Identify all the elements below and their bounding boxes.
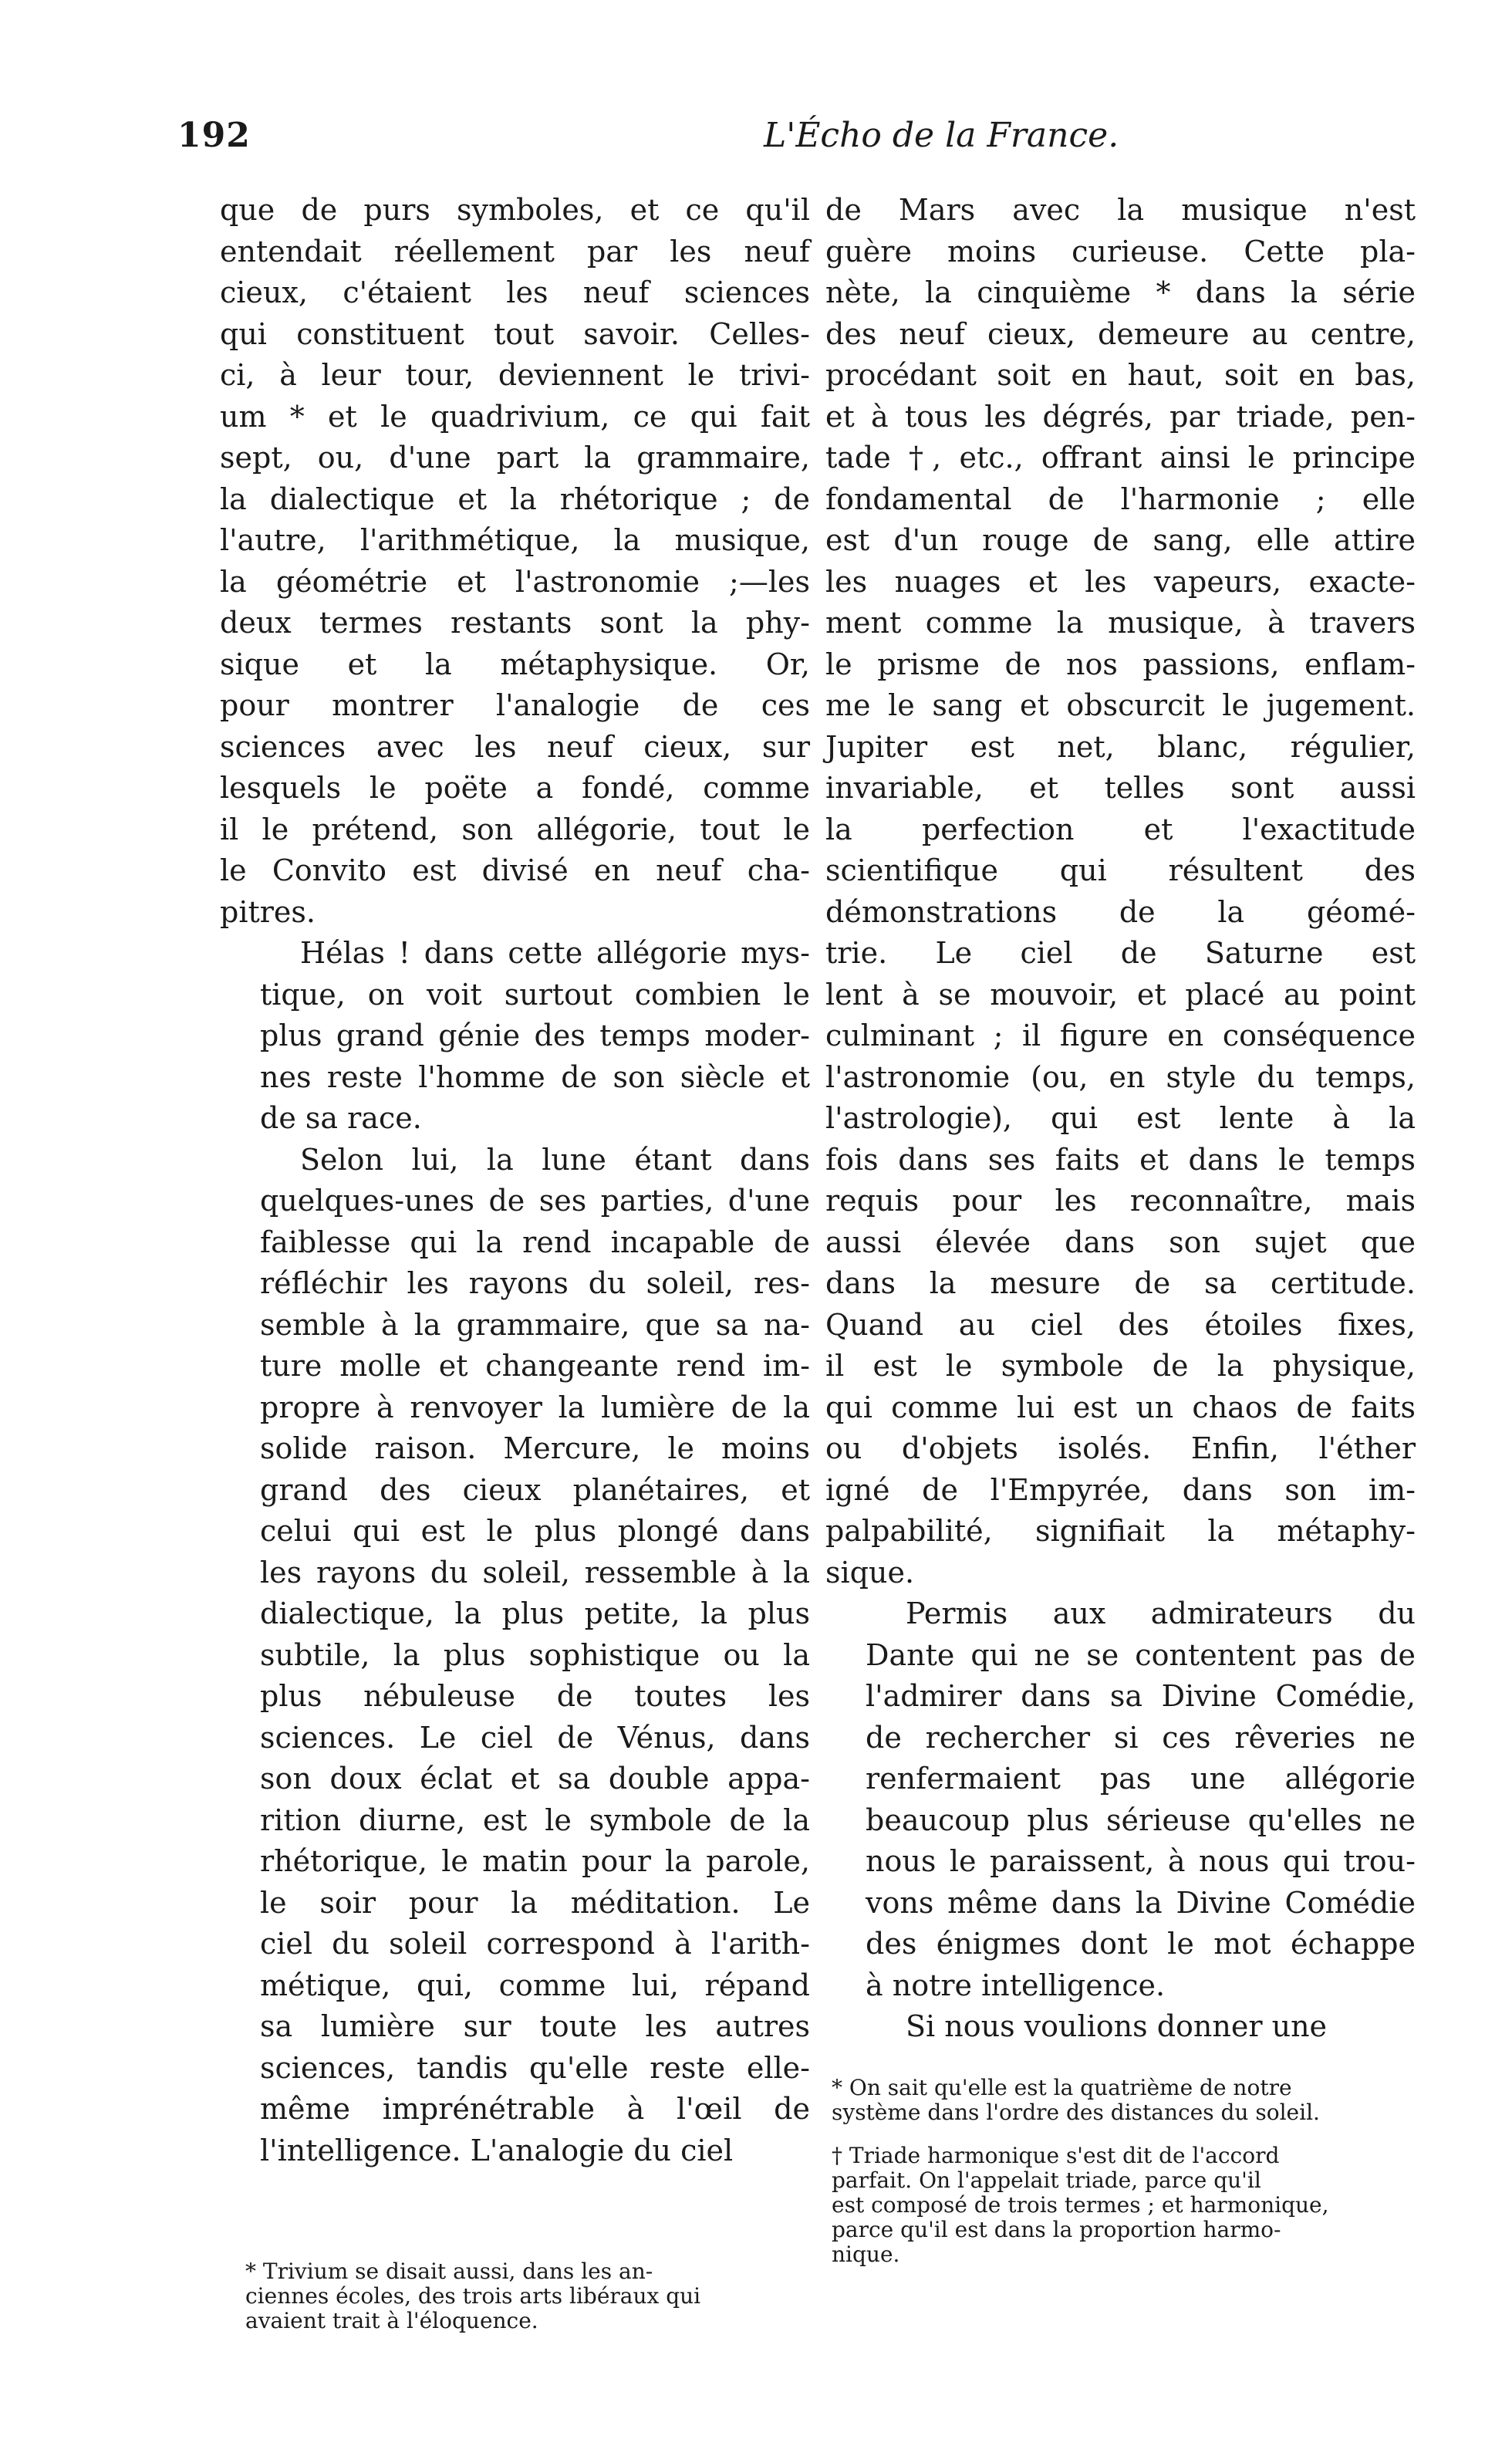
text-line: sciences. Le ciel de Vénus, dans — [260, 1720, 810, 1755]
paragraph — [825, 2006, 1416, 2048]
text-line: sa lumière sur toute les autres — [260, 2009, 810, 2043]
text-line: beaucoup plus sérieuse qu'elles ne — [866, 1802, 1416, 1837]
text-line: de rechercher si ces rêveries ne — [866, 1720, 1416, 1755]
text-line: son doux éclat et sa double appa- — [260, 1762, 810, 1796]
text-line: faiblesse qui la rend incapable de — [260, 1225, 810, 1259]
text-line: guère moins curieuse. Cette pla- — [825, 234, 1416, 269]
text-line: Permis aux admirateurs du — [906, 1596, 1416, 1630]
text-line: pitres. — [220, 894, 316, 929]
text-line: Jupiter est net, blanc, régulier, — [825, 729, 1416, 764]
running-head: L'Écho de la France. — [764, 116, 1119, 155]
text-line: sciences avec les neuf cieux, sur — [220, 729, 810, 764]
footnote-line: parce qu'il est dans la proportion harmo- — [832, 2217, 1281, 2242]
text-line: métique, qui, comme lui, répand — [260, 1968, 810, 2002]
text-line: ture molle et changeante rend im- — [260, 1349, 810, 1383]
text-line: procédant soit en haut, soit en bas, — [825, 358, 1416, 392]
text-line: nous le paraissent, à nous qui trou- — [866, 1844, 1416, 1878]
text-line: ci, à leur tour, deviennent le trivi- — [220, 358, 810, 392]
text-line: fondamental de l'harmonie ; elle — [825, 481, 1416, 516]
footnote-triade — [832, 2144, 1389, 2267]
text-line: trie. Le ciel de Saturne est — [825, 936, 1416, 970]
text-line: quelques-unes de ses parties, d'une — [260, 1184, 810, 1218]
text-line: de sa race. — [260, 1101, 422, 1135]
paragraph — [825, 190, 1416, 1593]
text-line: plus grand génie des temps moder- — [260, 1019, 810, 1052]
text-line: dialectique, la plus petite, la plus — [260, 1596, 810, 1630]
text-line: requis pour les reconnaître, mais — [825, 1184, 1416, 1218]
text-line: l'admirer dans sa Divine Comédie, — [866, 1679, 1416, 1713]
text-line: démonstrations de la géomé- — [825, 894, 1416, 929]
text-line: nète, la cinquième * dans la série — [825, 275, 1416, 309]
paragraph — [220, 190, 810, 933]
text-line: des énigmes dont le mot échappe — [866, 1927, 1416, 1961]
left-column — [220, 190, 810, 2171]
text-line: vons même dans la Divine Comédie — [866, 1885, 1416, 1920]
text-line: aussi élevée dans son sujet que — [825, 1225, 1416, 1259]
text-line: palpabilité, signifiait la métaphy- — [825, 1514, 1416, 1548]
text-line: um * et le quadrivium, ce qui fait — [220, 399, 810, 434]
text-line: ou d'objets isolés. Enfin, l'éther — [825, 1431, 1416, 1465]
text-line: des neuf cieux, demeure au centre, — [825, 316, 1416, 351]
text-line: plus nébuleuse de toutes les — [260, 1679, 810, 1713]
text-line: renfermaient pas une allégorie — [866, 1762, 1416, 1796]
text-line: deux termes restants sont la phy- — [220, 606, 810, 640]
text-line: lesquels le poëte a fondé, comme — [220, 771, 810, 805]
text-line: de Mars avec la musique n'est — [825, 193, 1416, 227]
page-number: 192 — [177, 116, 251, 155]
text-line: Si nous voulions donner une — [906, 2009, 1328, 2043]
footnote-trivium — [245, 2259, 801, 2333]
text-line: scientifique qui résultent des — [825, 853, 1416, 887]
text-line: lent à se mouvoir, et placé au point — [825, 977, 1416, 1012]
footnote-line: † Triade harmonique s'est dit de l'accord — [832, 2143, 1280, 2168]
text-line: les rayons du soleil, ressemble à la — [260, 1555, 810, 1590]
text-line: l'autre, l'arithmétique, la musique, — [220, 523, 810, 557]
page-header — [170, 116, 1389, 177]
text-line: fois dans ses faits et dans le temps — [825, 1142, 1416, 1177]
text-line: le soir pour la méditation. Le — [260, 1885, 810, 1920]
text-line: la dialectique et la rhétorique ; de — [220, 481, 810, 516]
text-line: l'astrologie), qui est lente à la — [825, 1101, 1416, 1135]
footnote-line: * On sait qu'elle est la quatrième de notre — [832, 2075, 1292, 2100]
footnote-line: système dans l'ordre des distances du soleil. — [832, 2100, 1320, 2125]
text-line: tique, on voit surtout combien le — [260, 977, 810, 1012]
footnote-line: avaient trait à l'éloquence. — [245, 2308, 538, 2333]
text-line: igné de l'Empyrée, dans son im- — [825, 1472, 1416, 1507]
text-line: est d'un rouge de sang, elle attire — [825, 523, 1416, 557]
text-line: Quand au ciel des étoiles fixes, — [825, 1307, 1416, 1342]
text-line: qui comme lui est un chaos de faits — [825, 1390, 1416, 1424]
footnote-line: * Trivium se disait aussi, dans les an- — [245, 2259, 653, 2284]
footnote-line: parfait. On l'appelait triade, parce qu'il — [832, 2167, 1261, 2193]
text-line: que de purs symboles, et ce qu'il — [220, 193, 810, 227]
text-line: Dante qui ne se contentent pas de — [866, 1637, 1416, 1672]
text-line: réfléchir les rayons du soleil, res- — [260, 1266, 810, 1300]
text-line: ment comme la musique, à travers — [825, 606, 1416, 640]
text-line: dans la mesure de sa certitude. — [825, 1266, 1416, 1300]
footnote-line: nique. — [832, 2242, 900, 2267]
paragraph — [220, 933, 810, 1140]
text-line: propre à renvoyer la lumière de la — [260, 1390, 810, 1424]
text-line: l'intelligence. L'analogie du ciel — [260, 2133, 734, 2167]
text-line: la géométrie et l'astronomie ;—les — [220, 564, 810, 599]
text-line: celui qui est le plus plongé dans — [260, 1514, 810, 1548]
text-line: solide raison. Mercure, le moins — [260, 1431, 810, 1465]
text-line: et à tous les dégrés, par triade, pen- — [825, 399, 1416, 434]
text-line: culminant ; il figure en conséquence — [825, 1019, 1416, 1052]
paragraph — [825, 1593, 1416, 2006]
text-line: entendait réellement par les neuf — [220, 234, 810, 269]
text-line: me le sang et obscurcit le jugement. — [825, 688, 1416, 722]
text-line: même imprénétrable à l'œil de — [260, 2092, 810, 2126]
text-line: rhétorique, le matin pour la parole, — [260, 1844, 810, 1878]
right-column — [825, 190, 1416, 2048]
text-line: le Convito est divisé en neuf cha- — [220, 853, 810, 887]
text-line: sciences, tandis qu'elle reste elle- — [260, 2050, 810, 2085]
text-line: pour montrer l'analogie de ces — [220, 688, 810, 722]
footnote-cinquieme — [832, 2076, 1389, 2125]
text-line: sept, ou, d'une part la grammaire, — [220, 441, 810, 475]
text-line: les nuages et les vapeurs, exacte- — [825, 564, 1416, 599]
text-line: tade †, etc., offrant ainsi le principe — [825, 441, 1416, 475]
text-line: le prisme de nos passions, enflam- — [825, 647, 1416, 681]
text-line: il le prétend, son allégorie, tout le — [220, 812, 810, 846]
text-line: Selon lui, la lune étant dans — [300, 1142, 810, 1177]
text-line: semble à la grammaire, que sa na- — [260, 1307, 810, 1342]
footnote-line: ciennes écoles, des trois arts libéraux qui — [245, 2283, 701, 2309]
text-line: sique et la métaphysique. Or, — [220, 647, 810, 681]
text-line: subtile, la plus sophistique ou la — [260, 1637, 810, 1672]
text-line: qui constituent tout savoir. Celles- — [220, 316, 810, 351]
text-line: à notre intelligence. — [866, 1968, 1166, 2002]
text-line: cieux, c'étaient les neuf sciences — [220, 275, 810, 309]
text-line: l'astronomie (ou, en style du temps, — [825, 1059, 1416, 1094]
text-line: grand des cieux planétaires, et — [260, 1472, 810, 1507]
text-line: la perfection et l'exactitude — [825, 812, 1416, 846]
text-line: invariable, et telles sont aussi — [825, 771, 1416, 805]
text-line: ciel du soleil correspond à l'arith- — [260, 1927, 810, 1961]
text-line: rition diurne, est le symbole de la — [260, 1802, 810, 1837]
text-line: nes reste l'homme de son siècle et — [260, 1059, 810, 1094]
text-line: sique. — [825, 1555, 915, 1590]
text-line: Hélas ! dans cette allégorie mys- — [300, 936, 810, 970]
text-line: il est le symbole de la physique, — [825, 1349, 1416, 1383]
footnote-line: est composé de trois termes ; et harmonique, — [832, 2192, 1329, 2218]
paragraph — [220, 1140, 810, 2172]
